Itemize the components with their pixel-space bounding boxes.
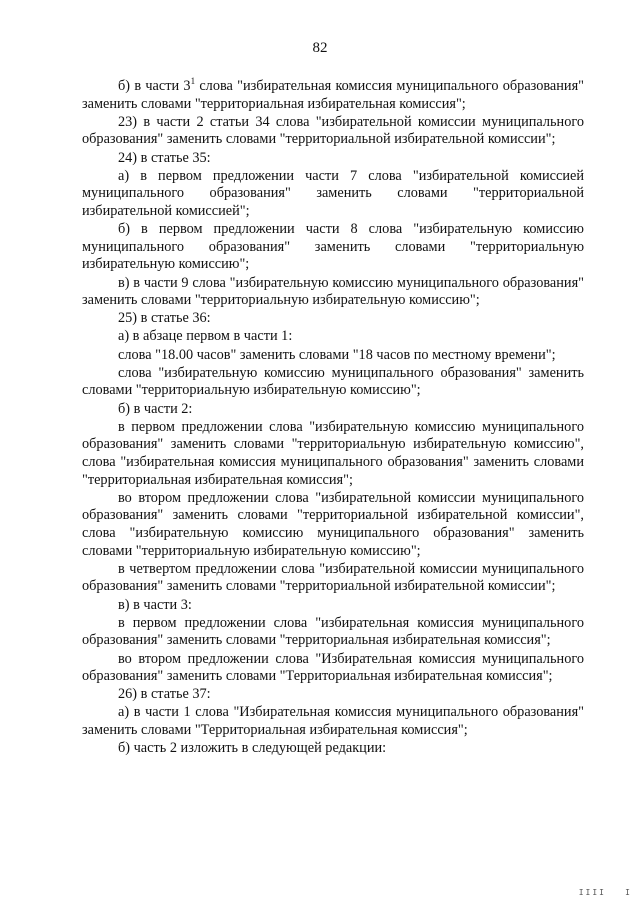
paragraph-10: слова "избирательную комиссию муниципального образования" заменить словами "территориальную избирательную комиссию";: [82, 364, 584, 399]
paragraph-11: б) в части 2:: [118, 400, 193, 417]
paragraph-17: во втором предложении слова "Избирательная комиссия муниципального образования" заменить словами "Территориальная избирательная комиссия";: [82, 650, 584, 685]
paragraph-13: во втором предложении слова "избирательной комиссии муниципального образования" заменить словами "территориальной избирательной комиссии", слова "избирательную комиссию муниципального образования" заменить словами "территориальную избирательную комиссию";: [82, 489, 584, 559]
page-number: 82: [312, 40, 328, 56]
paragraph-1-rest: слова "избирательная комиссия муниципального образования" заменить словами "территориальная избирательная комиссия";: [82, 78, 584, 112]
paragraph-7: 25) в статье 36:: [118, 310, 211, 327]
document-body: [82, 78, 584, 758]
footer-mark-right: I: [625, 888, 630, 897]
paragraph-4: а) в первом предложении части 7 слова "избирательной комиссией муниципального образования" заменить словами "территориальной избирательной комиссией";: [82, 167, 584, 219]
paragraph-2: 23) в части 2 статьи 34 слова "избирательной комиссии муниципального образования" заменить словами "территориальной избирательной комиссии";: [82, 113, 584, 148]
paragraph-19: а) в части 1 слова "Избирательная комиссия муниципального образования" заменить словами "Территориальная избирательная комиссия";: [82, 704, 584, 739]
paragraph-15: в) в части 3:: [118, 596, 192, 613]
paragraph-6: в) в части 9 слова "избирательную комиссию муниципального образования" заменить словами "территориальную избирательную комиссию";: [82, 274, 584, 309]
paragraph-16: в первом предложении слова "избирательная комиссия муниципального образования" заменить словами "территориальная избирательная комиссия";: [82, 614, 584, 649]
paragraph-8: а) в абзаце первом в части 1:: [118, 328, 293, 345]
paragraph-20: б) часть 2 изложить в следующей редакции:: [118, 740, 387, 757]
footer-mark: IIII: [578, 888, 606, 897]
paragraph-5: б) в первом предложении части 8 слова "избирательную комиссию муниципального образования" заменить словами "территориальную избирательную комиссию";: [82, 221, 584, 273]
paragraph-9: слова "18.00 часов" заменить словами "18 часов по местному времени";: [118, 346, 556, 363]
paragraph-1: [82, 78, 584, 113]
paragraph-14: в четвертом предложении слова "избирательной комиссии муниципального образования" заменить словами "территориальной избирательной комиссии";: [82, 560, 584, 595]
paragraph-18: 26) в статье 37:: [118, 686, 211, 703]
paragraph-12: в первом предложении слова "избирательную комиссию муниципального образования" заменить словами "территориальную избирательную комиссию", слова "избирательная комиссия муниципального образования" заменить словами "территориальная избирательная комиссия";: [82, 418, 584, 488]
paragraph-1-lead: б) в части 3: [118, 78, 191, 94]
paragraph-3: 24) в статье 35:: [118, 149, 211, 166]
superscript: 1: [190, 76, 196, 87]
